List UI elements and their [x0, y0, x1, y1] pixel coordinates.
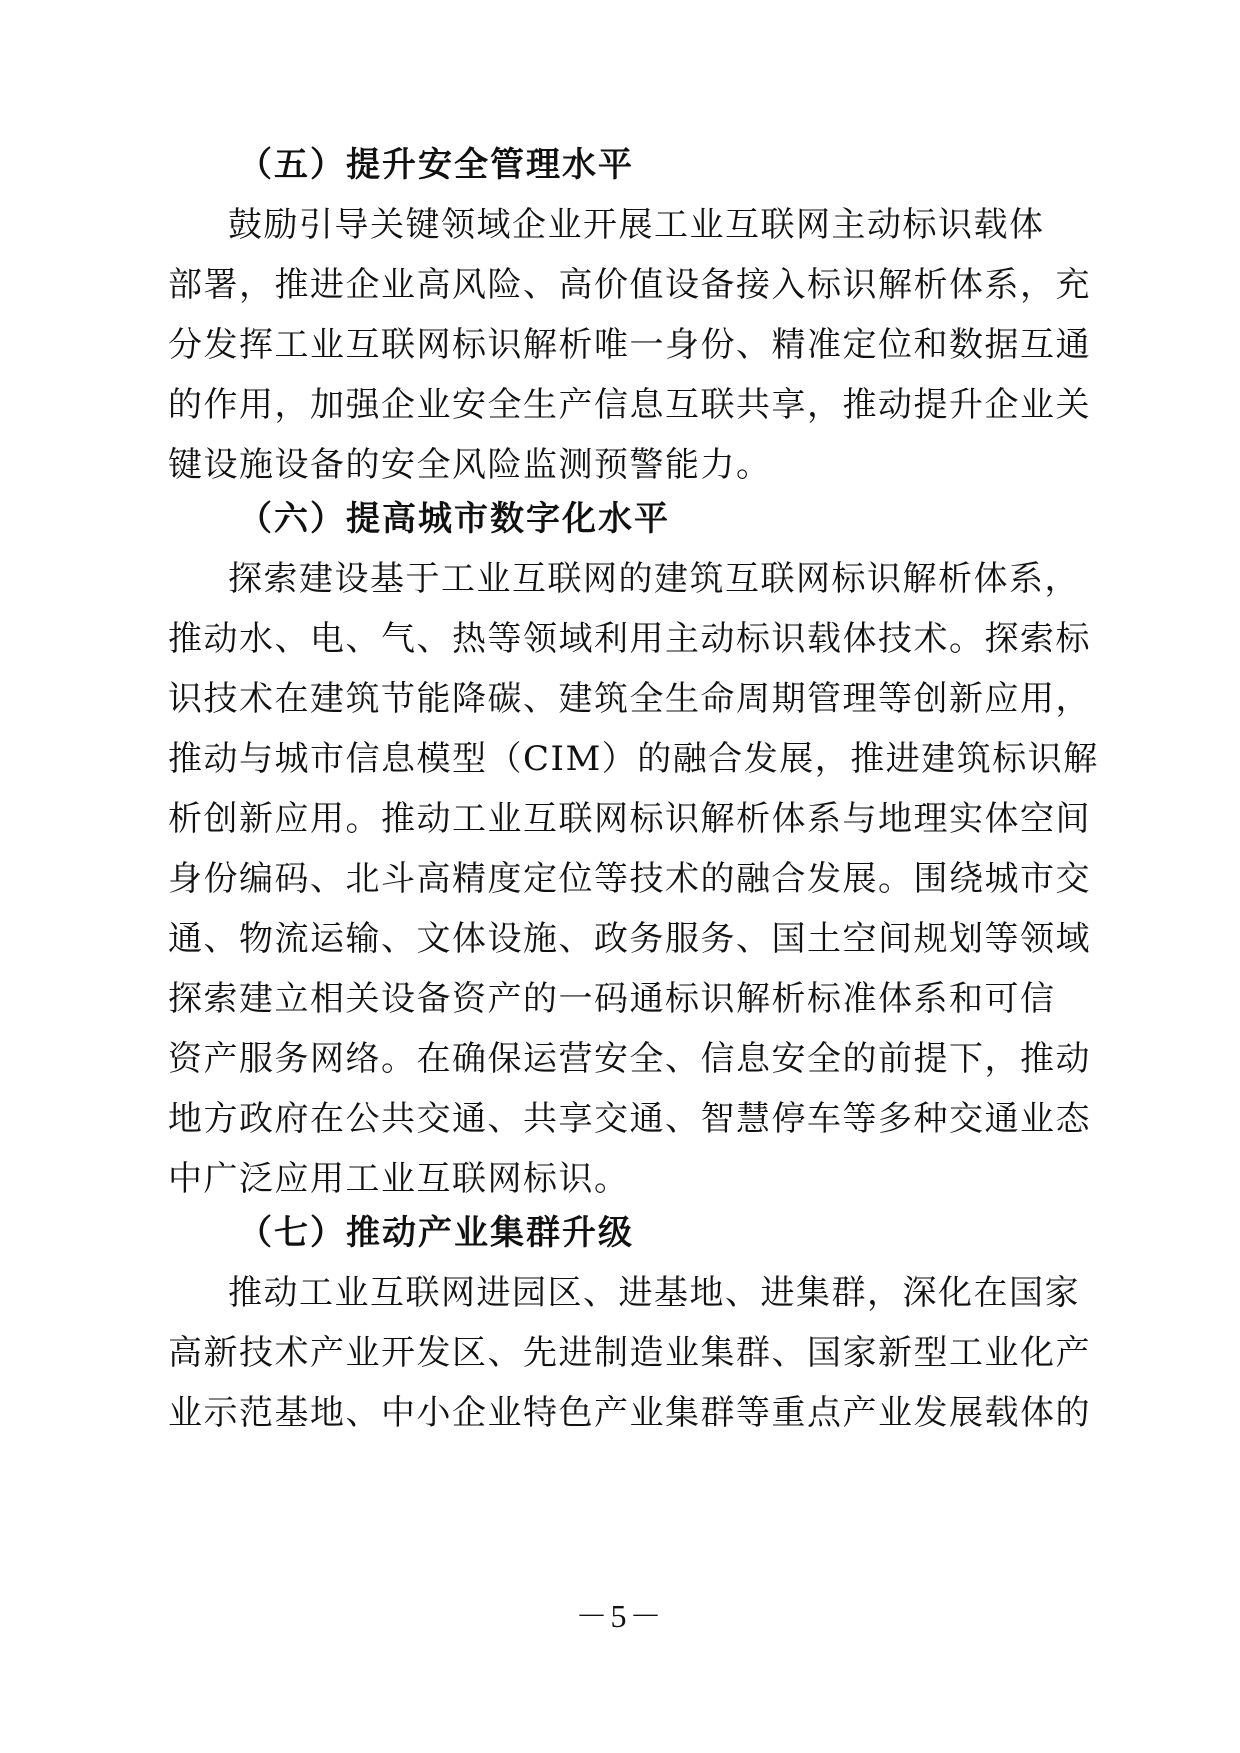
- paragraph-line: 推动与城市信息模型（CIM）的融合发展，推进建筑标识解: [168, 739, 1099, 779]
- paragraph-line: 部署，推进企业高风险、高价值设备接入标识解析体系，充: [168, 265, 1091, 305]
- paragraph-line: 的作用，加强企业安全生产信息互联共享，推动提升企业关: [168, 385, 1091, 425]
- paragraph-line: 分发挥工业互联网标识解析唯一身份、精准定位和数据互通: [168, 325, 1091, 365]
- paragraph-line: 析创新应用。推动工业互联网标识解析体系与地理实体空间: [168, 799, 1091, 839]
- section-heading-6: （六）提高城市数字化水平: [238, 499, 670, 539]
- paragraph-line: 中广泛应用工业互联网标识。: [168, 1159, 630, 1199]
- paragraph-line: 地方政府在公共交通、共享交通、智慧停车等多种交通业态: [168, 1099, 1091, 1139]
- paragraph-line: 探索建立相关设备资产的一码通标识解析标准体系和可信: [168, 979, 1056, 1019]
- paragraph-line: 推动工业互联网进园区、进基地、进集群，深化在国家: [228, 1273, 1080, 1313]
- paragraph-line: 资产服务网络。在确保运营安全、信息安全的前提下，推动: [168, 1039, 1091, 1079]
- paragraph-line: 高新技术产业开发区、先进制造业集群、国家新型工业化产: [168, 1333, 1091, 1373]
- page-number: －5－: [575, 1598, 665, 1634]
- paragraph-line: 通、物流运输、文体设施、政务服务、国土空间规划等领域: [168, 919, 1091, 959]
- section-heading-5: （五）提升安全管理水平: [238, 145, 634, 185]
- paragraph-line: 业示范基地、中小企业特色产业集群等重点产业发展载体的: [168, 1393, 1091, 1433]
- paragraph-line: 推动水、电、气、热等领域利用主动标识载体技术。探索标: [168, 619, 1091, 659]
- section-heading-7: （七）推动产业集群升级: [238, 1213, 634, 1253]
- paragraph-line: 鼓励引导关键领域企业开展工业互联网主动标识载体: [228, 205, 1045, 245]
- paragraph-line: 探索建设基于工业互联网的建筑互联网标识解析体系，: [228, 559, 1080, 599]
- paragraph-line: 身份编码、北斗高精度定位等技术的融合发展。围绕城市交: [168, 859, 1091, 899]
- paragraph-line: 识技术在建筑节能降碳、建筑全生命周期管理等创新应用，: [168, 679, 1091, 719]
- paragraph-line: 键设施设备的安全风险监测预警能力。: [168, 445, 772, 485]
